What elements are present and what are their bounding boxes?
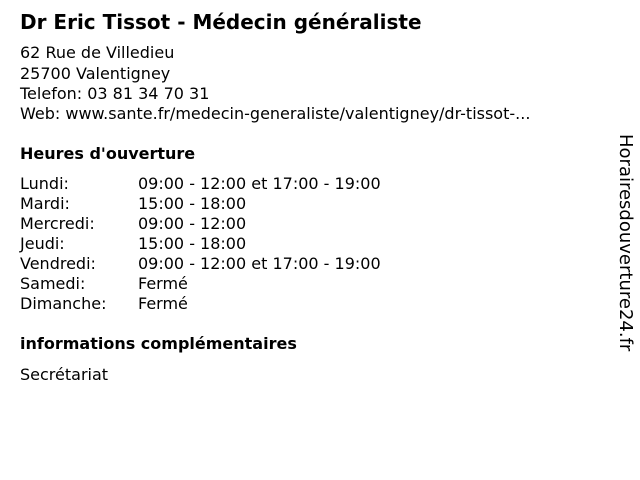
hours-row-friday xyxy=(20,254,381,274)
day-hours: 09:00 - 12:00 et 17:00 - 19:00 xyxy=(138,174,381,193)
opening-hours-table xyxy=(20,174,381,314)
website-link[interactable]: Web: www.sante.fr/medecin-generaliste/valentigney/dr-tissot-... xyxy=(20,104,531,123)
day-label: Samedi: xyxy=(20,274,86,293)
address-city: 25700 Valentigney xyxy=(20,64,171,83)
day-label: Mercredi: xyxy=(20,214,95,233)
hours-row-tuesday xyxy=(20,194,381,214)
day-hours: Fermé xyxy=(138,274,188,293)
day-hours: 09:00 - 12:00 et 17:00 - 19:00 xyxy=(138,254,381,273)
opening-hours-heading: Heures d'ouverture xyxy=(20,144,196,163)
hours-row-saturday xyxy=(20,274,381,294)
hours-row-sunday xyxy=(20,294,381,314)
day-label: Dimanche: xyxy=(20,294,107,313)
hours-row-monday xyxy=(20,174,381,194)
day-label: Vendredi: xyxy=(20,254,96,273)
day-hours: Fermé xyxy=(138,294,188,313)
hours-row-wednesday xyxy=(20,214,381,234)
address-street: 62 Rue de Villedieu xyxy=(20,43,175,62)
day-hours: 09:00 - 12:00 xyxy=(138,214,247,233)
additional-info-heading: informations complémentaires xyxy=(20,334,297,353)
day-label: Mardi: xyxy=(20,194,70,213)
additional-info-text: Secrétariat xyxy=(20,365,109,384)
day-label: Lundi: xyxy=(20,174,69,193)
site-watermark: Horairesdouverture24.fr xyxy=(615,134,636,352)
page-title: Dr Eric Tissot - Médecin généraliste xyxy=(20,10,422,34)
day-label: Jeudi: xyxy=(20,234,65,253)
day-hours: 15:00 - 18:00 xyxy=(138,234,247,253)
day-hours: 15:00 - 18:00 xyxy=(138,194,247,213)
phone-number[interactable]: Telefon: 03 81 34 70 31 xyxy=(20,84,210,103)
hours-row-thursday xyxy=(20,234,381,254)
